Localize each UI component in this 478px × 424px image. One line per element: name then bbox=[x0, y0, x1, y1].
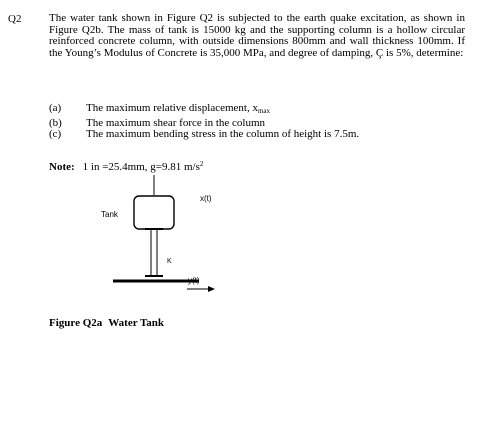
note-label: Note: bbox=[49, 161, 75, 173]
question-number: Q2 bbox=[8, 13, 22, 25]
part-c-letter: (c) bbox=[49, 128, 62, 141]
part-b-letter: (b) bbox=[49, 116, 62, 129]
question-text: The water tank shown in Figure Q2 is subjected to the earth quake excitation, as shown in Figure Q2b. The mass of tank is 15000 kg and the supporting column is a hollow circular reinforced concrete column, with outside dimensions 800mm and wall thickness 100mm. If the Young’s Modulus of Concrete is 35,000 MPa, and degree of damping, Ç is 5%, determine: bbox=[49, 12, 465, 59]
part-a-text-main: The maximum relative displacement, x bbox=[86, 102, 258, 114]
part-c-text: The maximum bending stress in the column of height is 7.5m. bbox=[86, 128, 360, 141]
part-b-text: The maximum shear force in the column bbox=[86, 116, 265, 129]
figure-number: Figure Q2a bbox=[49, 317, 103, 329]
tank-label: Tank bbox=[101, 210, 118, 219]
note-text: 1 in =25.4mm, g=9.81 m/s bbox=[82, 161, 200, 173]
part-a-letter: (a) bbox=[49, 102, 62, 114]
part-a-subscript: max bbox=[257, 107, 271, 115]
figure-title: Water Tank bbox=[108, 317, 165, 329]
figure-caption bbox=[49, 317, 164, 329]
tank-box bbox=[134, 196, 174, 229]
note-superscript: 2 bbox=[199, 160, 204, 168]
k-label: K bbox=[167, 258, 172, 265]
y-label: y(t) bbox=[188, 276, 200, 285]
y-arrow-head bbox=[208, 286, 215, 292]
x-label: x(t) bbox=[200, 194, 212, 203]
